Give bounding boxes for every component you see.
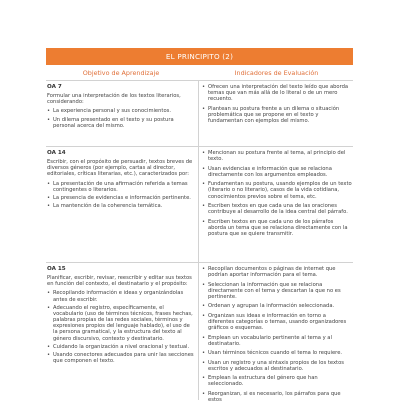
indicator-item: • Mencionan su postura frente al tema, al principio del texto. xyxy=(202,150,352,162)
list-item: • Adecuando el registro, específicamente, el vocabulario (uso de términos técnicos, frases hechas, palabras propias de las redes sociales, términos y expresiones propios del lenguaje hablado), el uso de la persona gramatical, y la estructura del texto al género discursivo, contexto y destinatario. xyxy=(47,305,195,342)
indicator-item: • Emplean la estructura del género que han seleccionado. xyxy=(202,375,352,387)
column-header-indicators: Indicadores de Evaluación xyxy=(234,69,319,77)
indicator-item: • Ordenan y agrupan la información seleccionada. xyxy=(202,303,352,309)
row-divider xyxy=(46,80,353,81)
row-divider xyxy=(46,262,353,263)
indicator-item: • Recopilan documentos o páginas de internet que podrían aportar información para el tema. xyxy=(202,266,352,278)
list-item: • Usando conectores adecuados para unir las secciones que componen el texto. xyxy=(47,352,195,364)
indicator-item: • Emplean un vocabulario pertinente al tema y al destinatario. xyxy=(202,335,352,347)
indicator-item: • Seleccionan la información que se relaciona directamente con el tema y descartan la que no es pertinente. xyxy=(202,282,352,300)
list-item: • La presencia de evidencias e información pertinente. xyxy=(47,195,195,201)
oa-text: Planificar, escribir, revisar, reescribir y editar sus textos en función del contexto, el destinatario y el propósito: xyxy=(47,275,192,288)
list-item: • Un dilema presentado en el texto y su postura personal acerca del mismo. xyxy=(47,117,195,129)
indicator-item: • Escriben textos en que cada una de las oraciones contribuye al desarrollo de la idea central del párrafo. xyxy=(202,203,352,215)
list-item: • La mantención de la coherencia temática. xyxy=(47,203,195,209)
section-title: EL PRINCIPITO (2) xyxy=(46,48,353,65)
indicator-item: • Usan términos técnicos cuando el tema lo requiere. xyxy=(202,350,352,356)
column-divider xyxy=(198,81,199,400)
oa-text: Formular una interpretación de los textos literarios, considerando: xyxy=(47,93,181,106)
indicator-item: • Ofrecen una interpretación del texto leído que aborda temas que van más allá de lo literal o de un mero recuento. xyxy=(202,84,352,102)
indicator-item: • Plantean su postura frente a un dilema o situación problemática que se propone en el texto y fundamentan con ejemplos del mismo. xyxy=(202,106,352,124)
oa-code: OA 15 xyxy=(47,266,66,272)
indicator-item: • Usan un registro y una sintaxis propios de los textos escritos y adecuados al destinatario. xyxy=(202,360,352,372)
row-divider xyxy=(46,146,353,147)
table-row-oa14-indicators xyxy=(202,150,352,240)
table-row-oa7-objective xyxy=(47,84,195,131)
list-item: • La presentación de una afirmación referida a temas contingentes o literarios. xyxy=(47,181,195,193)
column-header-objective: Objetivo de Aprendizaje xyxy=(82,69,160,77)
oa-code: OA 14 xyxy=(47,150,66,156)
list-item: • Recopilando información e ideas y organizándolas antes de escribir. xyxy=(47,290,195,302)
list-item: • La experiencia personal y sus conocimientos. xyxy=(47,108,195,114)
indicator-item: • Escriben textos en que cada uno de los párrafos aborda un tema que se relaciona directamente con la postura que se quiere transmitir. xyxy=(202,219,352,237)
table-row-oa15-indicators xyxy=(202,266,352,406)
list-item: • Cuidando la organización a nivel oracional y textual. xyxy=(47,344,195,350)
indicator-item: • Fundamentan su postura, usando ejemplos de un texto (literario o no literario), casos de la vida cotidiana, conocimientos previos sobre el tema, etc. xyxy=(202,181,352,199)
indicator-item: • Organizan sus ideas e información en torno a diferentes categorías o temas, usando organizadores gráficos o esquemas. xyxy=(202,313,352,331)
indicator-item: • Reorganizan, si es necesario, los párrafos para que estos xyxy=(202,391,352,403)
oa-text: Escribir, con el propósito de persuadir, textos breves de diversos géneros (por ejemplo, cartas al director, editoriales, críticas literarias, etc.), caracterizados por: xyxy=(47,159,193,178)
table-row-oa7-indicators xyxy=(202,84,352,128)
table-row-oa14-objective xyxy=(47,150,195,211)
indicator-item: • Usan evidencias e información que se relaciona directamente con los argumentos empleados. xyxy=(202,166,352,178)
table-row-oa15-objective xyxy=(47,266,195,366)
oa-code: OA 7 xyxy=(47,84,62,90)
